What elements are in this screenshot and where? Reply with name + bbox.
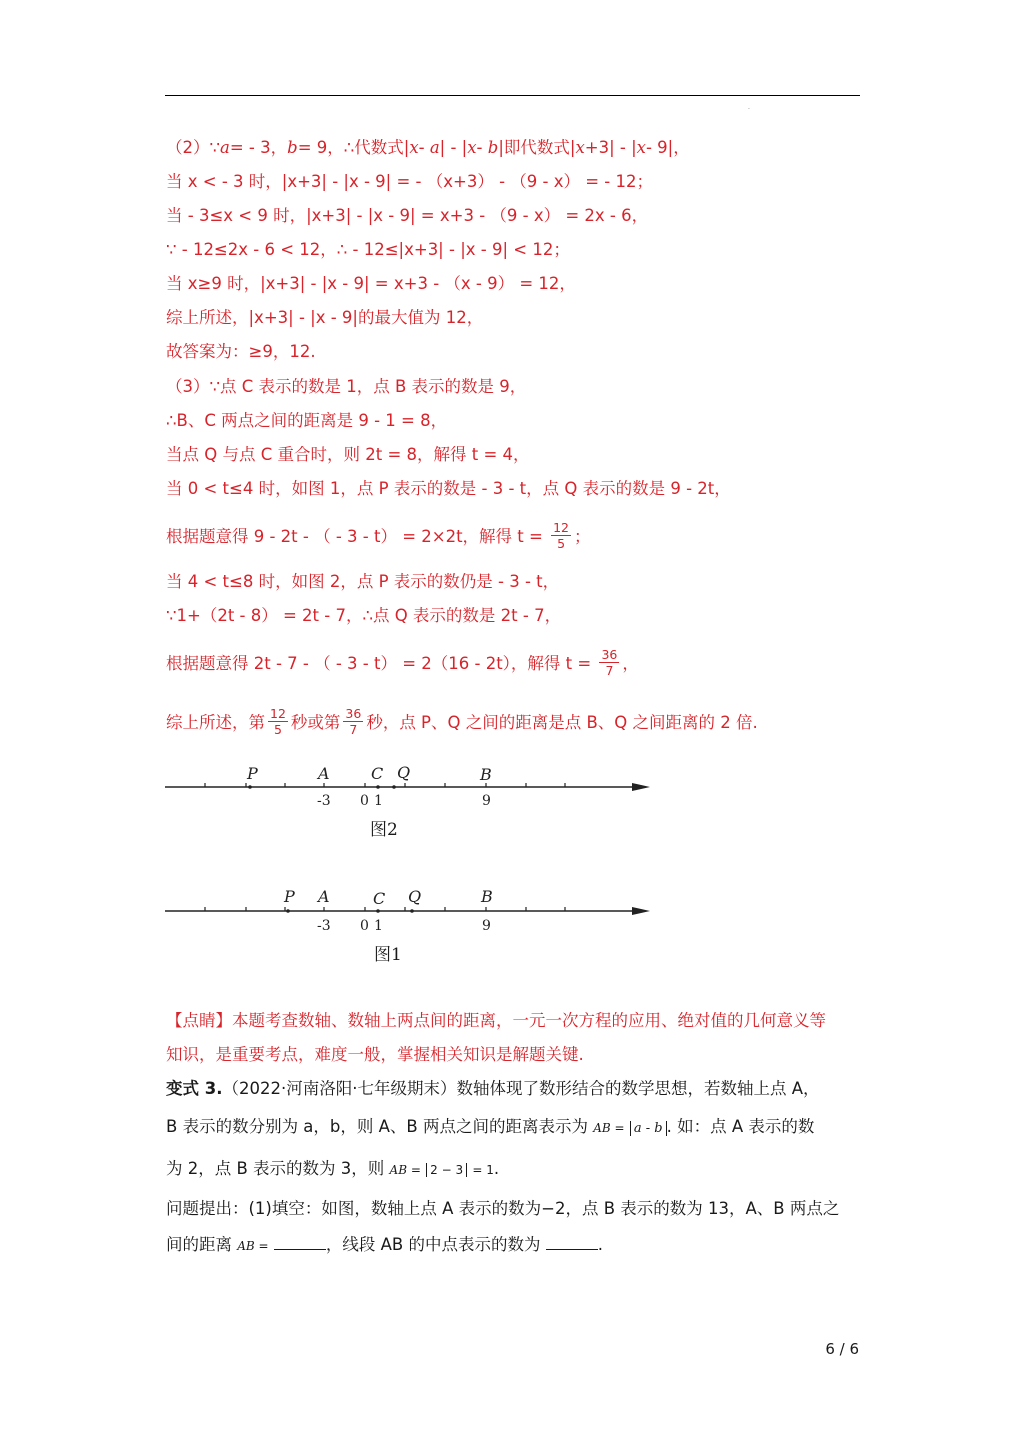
tick-label-0: 0 bbox=[360, 918, 369, 934]
point-C bbox=[376, 785, 380, 789]
page-number: 6 / 6 bbox=[825, 1340, 859, 1358]
part3-line-5: 根据题意得 9 - 2t - （ - 3 - t） = 2×2t，解得 t = $\frac{12}{5}$ ； bbox=[166, 520, 591, 551]
label-A: A bbox=[318, 887, 330, 906]
point-Q bbox=[392, 785, 396, 789]
label-B: B bbox=[481, 887, 493, 906]
part3-line-1: （3）∵点 C 表示的数是 1，点 B 表示的数是 9， bbox=[166, 377, 527, 396]
tick-label-neg3: -3 bbox=[317, 793, 331, 809]
label-A: A bbox=[318, 764, 330, 783]
part2-line-1: （2）∵a= - 3，b= 9，∴代数式|x- a| - |x- b|即代数式|x+3| - |x- 9|， bbox=[166, 138, 690, 157]
part2-line-3: 当 - 3≤x < 9 时，|x+3| - |x - 9| = x+3 - （9 - x） = 2x - 6， bbox=[166, 206, 649, 225]
label-P: P bbox=[284, 887, 295, 906]
tick-label-1: 1 bbox=[374, 793, 383, 809]
point-Q bbox=[410, 909, 414, 913]
comment-line-2: 知识，是重要考点，难度一般，掌握相关知识是解题关键. bbox=[166, 1045, 584, 1064]
label-Q: Q bbox=[408, 887, 422, 906]
part3-line-8: 根据题意得 2t - 7 - （ - 3 - t） = 2（16 - 2t），解得 t = $\frac{36}{7}$ ， bbox=[166, 647, 639, 678]
fraction-12-5: $\frac{12}{5}$ bbox=[553, 520, 569, 551]
part3-line-4: 当 0 < t≤4 时，如图 1，点 P 表示的数是 - 3 - t，点 Q 表示的数是 9 - 2t， bbox=[166, 479, 731, 498]
point-P bbox=[248, 785, 252, 789]
part3-line-9: 综上所述，第 $\frac{12}{5}$ 秒或第 $\frac{36}{7}$ 秒，点 P、Q 之间的距离是点 B、Q 之间距离的 2 倍. bbox=[166, 706, 758, 737]
label-C: C bbox=[371, 764, 384, 783]
answer-blank-midpoint[interactable] bbox=[546, 1231, 598, 1250]
part3-line-2: ∴B、C 两点之间的距离是 9 - 1 = 8， bbox=[166, 411, 448, 430]
point-C bbox=[376, 909, 380, 913]
label-P: P bbox=[247, 764, 258, 783]
number-line-figure-1 bbox=[160, 882, 660, 972]
variant-line-3: 为 2，点 B 表示的数为 3，则 AB = 2 − 3 = 1. bbox=[166, 1159, 500, 1178]
part2-line-2: 当 x < - 3 时，|x+3| - |x - 9| = - （x+3） - （9 - x） = - 12； bbox=[166, 172, 653, 191]
label-B: B bbox=[480, 765, 492, 784]
axis-arrow bbox=[632, 907, 650, 915]
point-P bbox=[286, 909, 290, 913]
variant-line-4: 问题提出：(1)填空：如图，数轴上点 A 表示的数为−2，点 B 表示的数为 13，A、B 两点之 bbox=[166, 1199, 840, 1218]
axis-arrow bbox=[632, 783, 650, 791]
part3-line-6: 当 4 < t≤8 时，如图 2，点 P 表示的数仍是 - 3 - t， bbox=[166, 572, 560, 591]
tick-label-neg3: -3 bbox=[317, 918, 331, 934]
part2-line-7: 故答案为：≥9，12. bbox=[166, 342, 316, 361]
fraction-36-7: $\frac{36}{7}$ bbox=[601, 647, 618, 678]
part2-line-6: 综上所述，|x+3| - |x - 9|的最大值为 12， bbox=[166, 308, 484, 327]
variant-label: 变式 3. bbox=[166, 1079, 223, 1098]
part2-line-5: 当 x≥9 时，|x+3| - |x - 9| = x+3 - （x - 9） = 12， bbox=[166, 274, 576, 293]
variant-line-2: B 表示的数分别为 a，b，则 A、B 两点之间的距离表示为 AB = a - b . 如：点 A 表示的数 bbox=[166, 1117, 815, 1136]
figure-2-caption: 图2 bbox=[370, 820, 398, 840]
label-C: C bbox=[373, 889, 386, 908]
label-Q: Q bbox=[397, 763, 411, 782]
tick-label-9: 9 bbox=[482, 918, 491, 934]
figure-1-caption: 图1 bbox=[374, 945, 402, 965]
part3-line-7: ∵1+（2t - 8） = 2t - 7，∴点 Q 表示的数是 2t - 7， bbox=[166, 606, 562, 625]
tick-label-9: 9 bbox=[482, 793, 491, 809]
tick-label-0: 0 bbox=[360, 793, 369, 809]
header-mark: . bbox=[748, 104, 750, 111]
comment-line-1: 【点睛】本题考查数轴、数轴上两点间的距离，一元一次方程的应用、绝对值的几何意义等 bbox=[166, 1011, 826, 1030]
variant-line-1: 变式 3.（2022·河南洛阳·七年级期末）数轴体现了数形结合的数学思想，若数轴上点 A， bbox=[166, 1079, 820, 1098]
answer-blank-distance[interactable] bbox=[274, 1231, 326, 1250]
tick-label-1: 1 bbox=[374, 918, 383, 934]
part3-line-3: 当点 Q 与点 C 重合时，则 2t = 8，解得 t = 4， bbox=[166, 445, 530, 464]
number-line-figure-2 bbox=[160, 758, 660, 848]
part2-line-4: ∵ - 12≤2x - 6 < 12，∴ - 12≤|x+3| - |x - 9| < 12； bbox=[166, 240, 570, 259]
variant-line-5: 间的距离 AB = ，线段 AB 的中点表示的数为 . bbox=[166, 1231, 603, 1258]
header-rule bbox=[165, 95, 860, 96]
